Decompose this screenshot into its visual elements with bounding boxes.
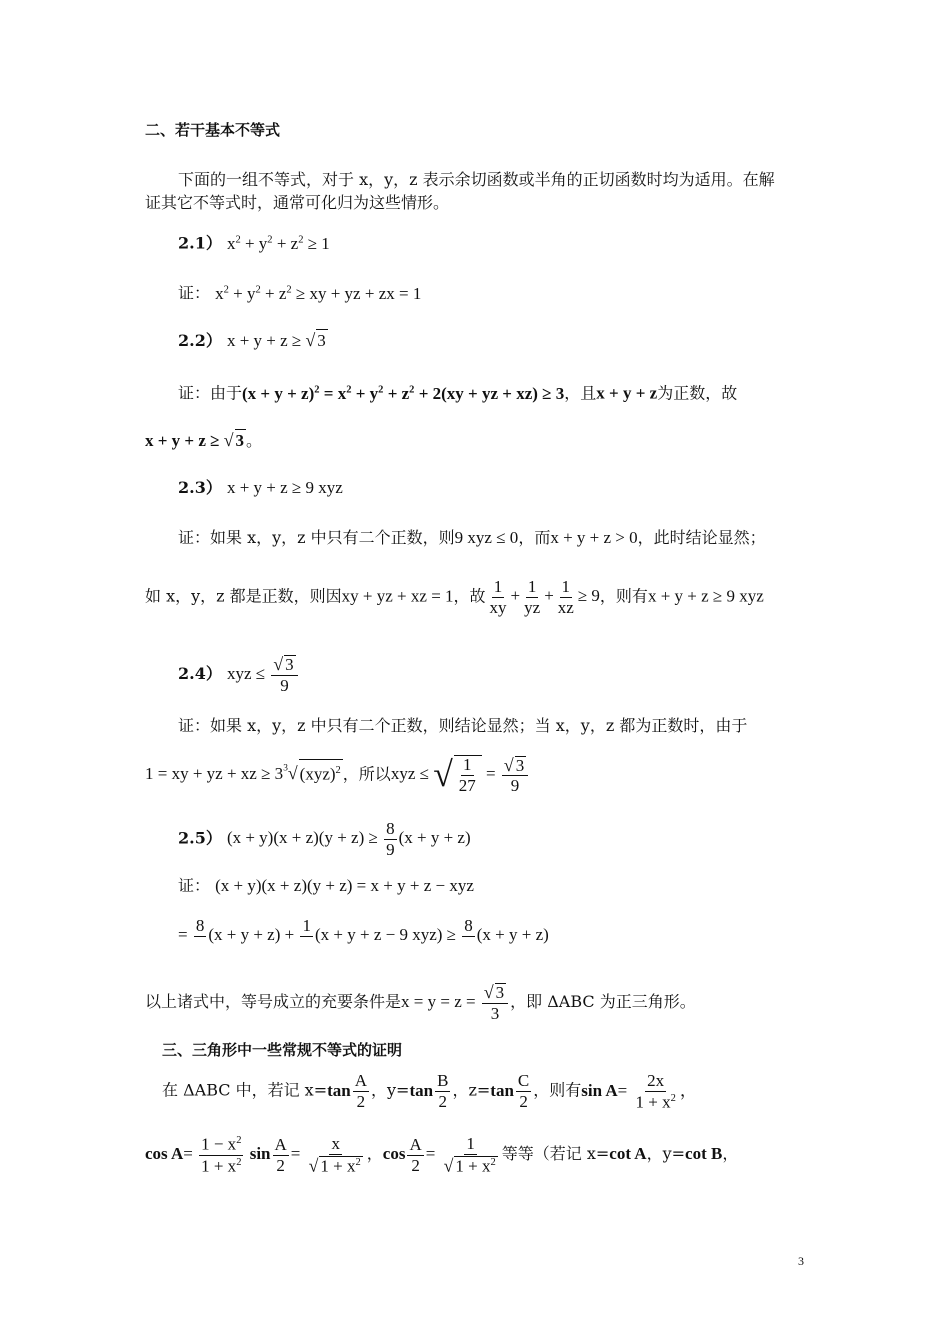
formula: xyz ≤ $\frac{√ 3}{9}$ xyxy=(227,664,300,683)
formula: tan $\frac{B}{2}$ xyxy=(409,1071,449,1112)
text: ， xyxy=(366,1144,383,1164)
proof-lead: 如 x，y，z 都是正数，则因 xyxy=(145,586,342,606)
intro-line-2: 证其它不等式时，通常可化归为这些情形。 xyxy=(145,193,450,212)
formula: tan $\frac{A}{2}$ xyxy=(327,1071,368,1112)
formula: = 8 (x + y + z) + 1 (x + y + z − 9 xyz) ≥ 8 (x + y + z) xyxy=(178,916,549,945)
proof-mid: ，且 xyxy=(564,383,597,403)
formula: $x^2 + y^2 + z^2 \ge 1$ xyxy=(226,233,330,253)
formula: tan $\frac{C}{2}$ xyxy=(490,1071,530,1112)
formula: xyz ≤ √ $\frac{1}{27}$ = $\frac{√ 3}{9}$ xyxy=(391,764,530,783)
section-heading-3: 三、三角形中一些常规不等式的证明 xyxy=(162,1041,403,1059)
proof-mid: ，所以 xyxy=(342,764,391,784)
formula: (x + y)(x + z)(y + z) ≥ $\frac{8}{9}$ (x + y + z) xyxy=(226,819,471,859)
item-2-3-proof xyxy=(178,527,766,549)
formula: x + y + z > 0 xyxy=(550,528,638,547)
proof-tail: ，则有 xyxy=(599,586,648,606)
formula: $\frac{1}{xy}$ + $\frac{1}{yz}$ + $\frac{1}{xz}$ ≥ 9 xyxy=(489,577,600,617)
formula: cos A= $\frac{1 - x^2}{1 + x^2}$ sin $\frac{A}{2}$ = $\frac{x}{√ 1 + x^2}$ xyxy=(145,1134,361,1176)
item-2-2-statement xyxy=(178,329,328,352)
section3-line-1 xyxy=(162,1072,697,1111)
item-2-1-statement xyxy=(178,229,330,255)
proof-lead: 证： xyxy=(178,283,211,303)
proof-end: 。 xyxy=(246,431,263,450)
item-2-5-proof xyxy=(178,875,474,897)
item-2-4-proof xyxy=(178,715,747,737)
proof-lead: 证：如果 x，y，z 中只有二个正数，则 xyxy=(178,528,455,547)
formula: sin A= $\frac{2x}{1 + x^2}$ ， xyxy=(581,1071,697,1112)
proof-tail: ，此时结论显然； xyxy=(637,528,766,547)
item-2-4-statement xyxy=(178,655,300,695)
item-2-4-proof-cont xyxy=(145,755,530,795)
conclusion xyxy=(145,983,696,1023)
formula: $(x + y + z)^2 = x^2 + y^2 + z^2 + 2(xy$ + yz + xz) ≥ 3 xyxy=(242,383,565,403)
intro-line-1: 下面的一组不等式，对于 x，y，z 表示余切函数或半角的正切函数时均为适用。在解 xyxy=(178,170,775,189)
proof-lead: 证： xyxy=(178,876,211,895)
proof-tail: 为正数，故 xyxy=(657,383,738,403)
item-label: 2.2） xyxy=(178,331,222,350)
item-2-5-proof-cont xyxy=(178,917,549,956)
section-heading: 二、若干基本不等式 xyxy=(145,121,281,139)
proof-lead: 证：如果 x，y，z 中只有二个正数，则结论显然；当 x，y，z 都为正数时，由于 xyxy=(178,716,748,735)
text: ，y= xyxy=(646,1144,686,1164)
proof-lead: 证：由于 xyxy=(178,383,243,403)
proof-mid: ，故 xyxy=(453,586,486,606)
formula: 9 xyz ≤ 0 xyxy=(454,528,519,547)
formula: xy + yz + xz = 1 xyxy=(341,586,454,606)
item-2-2-proof xyxy=(178,379,737,405)
text: 等等（若记 x= xyxy=(501,1144,610,1164)
formula: x + y + z xyxy=(596,383,658,403)
formula: x = y = z = $\frac{√ 3}{3}$ xyxy=(401,992,510,1011)
formula: cos $\frac{A}{2}$ = $\frac{1}{√ 1 + x^2}$ xyxy=(382,1134,496,1176)
formula: x + y + z ≥ 9 xyz xyxy=(647,586,764,606)
formula: $x^2 + y^2 + z^2$ ≥ xy + yz + zx = 1 xyxy=(215,283,422,303)
section3-line-2 xyxy=(145,1135,738,1175)
formula: (x + y)(x + z)(y + z) = x + y + z − xyz xyxy=(215,876,474,895)
item-label: 2.1） xyxy=(178,233,222,253)
text: ，y= xyxy=(371,1080,410,1100)
formula: x + y + z ≥ 9 xyz xyxy=(226,478,343,497)
formula: x + y + z ≥ √ 3 xyxy=(226,330,326,350)
text: ，则有 xyxy=(533,1080,582,1100)
formula: 1 = xy + yz + xz ≥ $3^3√$ (xyz)$^2$ xyxy=(145,764,343,783)
item-2-2-proof-cont xyxy=(145,429,262,452)
formula: x + y + z ≥ √ 3 xyxy=(145,430,245,450)
text: 在 ΔABC 中，若记 x= xyxy=(162,1080,328,1100)
item-label: 2.5） xyxy=(178,828,222,848)
item-label: 2.3） xyxy=(178,478,222,497)
item-2-3-proof-cont xyxy=(145,578,764,617)
item-label: 2.4） xyxy=(178,663,222,683)
item-2-3-statement xyxy=(178,477,343,499)
conclusion-lead: 以上诸式中，等号成立的充要条件是 xyxy=(145,991,402,1011)
formula: cot A xyxy=(609,1144,647,1164)
conclusion-tail: ，即 ΔABC 为正三角形。 xyxy=(510,991,696,1011)
item-2-5-statement xyxy=(178,820,471,859)
page-number: 3 xyxy=(798,1254,804,1268)
proof-mid: ，而 xyxy=(518,528,551,547)
formula: cot B xyxy=(685,1144,723,1164)
text: ，z= xyxy=(452,1080,491,1100)
text: ， xyxy=(722,1144,739,1164)
item-2-1-proof xyxy=(178,279,421,305)
